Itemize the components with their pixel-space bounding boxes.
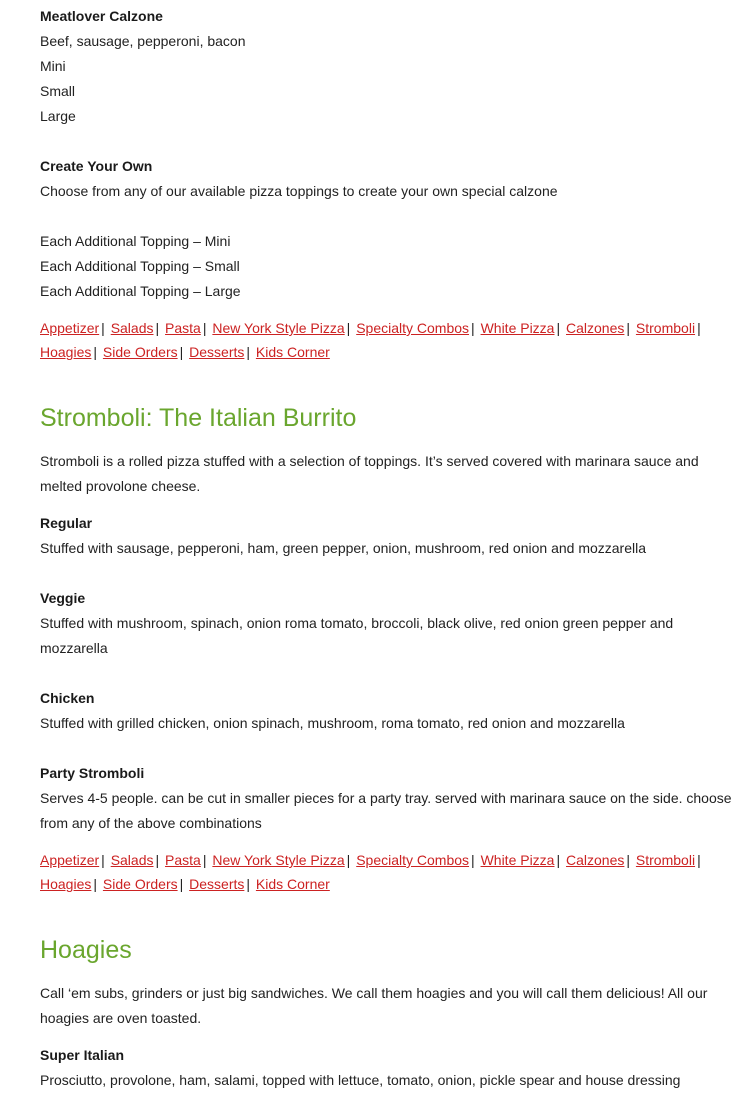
stromboli-veggie-desc-line-1: Stuffed with mushroom, spinach, onion roma tomato, broccoli, black olive, red onion green pepper and [40, 615, 674, 631]
nav-link-salads[interactable]: Salads [110, 320, 154, 336]
nav-link-kids-corner[interactable]: Kids Corner [255, 876, 330, 892]
nav-separator: | [93, 344, 98, 360]
nav-separator: | [346, 320, 351, 336]
nav-link-appetizer[interactable]: Appetizer [40, 320, 100, 336]
stromboli-party-name: Party Stromboli [40, 765, 145, 781]
menu-nav-links [40, 848, 740, 896]
nav-link-new-york-style-pizza[interactable]: New York Style Pizza [212, 852, 345, 868]
stromboli-intro-line-1: Stromboli is a rolled pizza stuffed with a selection of toppings. It’s served covered with marinara sauce and [40, 453, 699, 469]
nav-separator: | [246, 876, 251, 892]
hoagie-super-italian-name: Super Italian [40, 1047, 125, 1063]
stromboli-intro-line-2: melted provolone cheese. [40, 478, 201, 494]
stromboli-regular-name: Regular [40, 515, 93, 531]
meatlover-size-large: Large [40, 108, 76, 124]
nav-link-appetizer[interactable]: Appetizer [40, 852, 100, 868]
hoagies-intro-line-2: hoagies are oven toasted. [40, 1010, 202, 1026]
nav-link-calzones[interactable]: Calzones [566, 320, 625, 336]
nav-separator: | [179, 344, 184, 360]
nav-separator: | [697, 852, 701, 868]
nav-link-new-york-style-pizza[interactable]: New York Style Pizza [212, 320, 345, 336]
stromboli-chicken-desc: Stuffed with grilled chicken, onion spinach, mushroom, roma tomato, red onion and mozzarella [40, 715, 625, 731]
stromboli-party-desc-line-1: Serves 4-5 people. can be cut in smaller pieces for a party tray. served with marinara sauce on the side. choose [40, 790, 732, 806]
stromboli-party-desc-line-2: from any of the above combinations [40, 815, 262, 831]
nav-link-desserts[interactable]: Desserts [189, 344, 245, 360]
nav-separator: | [202, 852, 207, 868]
nav-link-desserts[interactable]: Desserts [189, 876, 245, 892]
nav-separator: | [155, 320, 160, 336]
nav-link-calzones[interactable]: Calzones [566, 852, 625, 868]
meatlover-calzone-name: Meatlover Calzone [40, 8, 163, 24]
nav-link-stromboli[interactable]: Stromboli [635, 320, 696, 336]
nav-separator: | [626, 320, 631, 336]
create-your-own-name: Create Your Own [40, 158, 153, 174]
stromboli-chicken-name: Chicken [40, 690, 95, 706]
nav-separator: | [101, 320, 105, 336]
menu-nav-links [40, 316, 740, 364]
nav-link-hoagies[interactable]: Hoagies [40, 876, 92, 892]
nav-separator: | [626, 852, 631, 868]
hoagie-super-italian-desc: Prosciutto, provolone, ham, salami, topped with lettuce, tomato, onion, pickle spear and house dressing [40, 1072, 681, 1088]
extra-topping-small: Each Additional Topping – Small [40, 258, 240, 274]
nav-link-kids-corner[interactable]: Kids Corner [255, 344, 330, 360]
meatlover-calzone-desc: Beef, sausage, pepperoni, bacon [40, 33, 246, 49]
nav-link-pasta[interactable]: Pasta [165, 852, 201, 868]
stromboli-regular-desc: Stuffed with sausage, pepperoni, ham, green pepper, onion, mushroom, red onion and mozzarella [40, 540, 647, 556]
nav-link-white-pizza[interactable]: White Pizza [480, 852, 555, 868]
nav-separator: | [101, 852, 105, 868]
create-your-own-desc: Choose from any of our available pizza toppings to create your own special calzone [40, 183, 558, 199]
stromboli-section-title: Stromboli: The Italian Burrito [40, 404, 357, 432]
nav-separator: | [471, 320, 475, 336]
stromboli-veggie-desc-line-2: mozzarella [40, 640, 108, 656]
hoagies-intro-line-1: Call ‘em subs, grinders or just big sandwiches. We call them hoagies and you will call them delicious! All our [40, 985, 708, 1001]
nav-separator: | [179, 876, 184, 892]
extra-topping-large: Each Additional Topping – Large [40, 283, 241, 299]
nav-link-specialty-combos[interactable]: Specialty Combos [356, 852, 470, 868]
nav-link-white-pizza[interactable]: White Pizza [480, 320, 555, 336]
nav-separator: | [202, 320, 207, 336]
nav-separator: | [93, 876, 98, 892]
nav-separator: | [155, 852, 160, 868]
nav-link-specialty-combos[interactable]: Specialty Combos [356, 320, 470, 336]
nav-link-side-orders[interactable]: Side Orders [102, 344, 178, 360]
extra-topping-mini: Each Additional Topping – Mini [40, 233, 231, 249]
nav-link-pasta[interactable]: Pasta [165, 320, 201, 336]
nav-separator: | [471, 852, 475, 868]
nav-link-hoagies[interactable]: Hoagies [40, 344, 92, 360]
hoagies-section-title: Hoagies [40, 936, 132, 964]
nav-link-stromboli[interactable]: Stromboli [635, 852, 696, 868]
nav-separator: | [556, 852, 561, 868]
nav-separator: | [346, 852, 351, 868]
nav-separator: | [556, 320, 561, 336]
nav-link-salads[interactable]: Salads [110, 852, 154, 868]
meatlover-size-mini: Mini [40, 58, 66, 74]
nav-link-side-orders[interactable]: Side Orders [102, 876, 178, 892]
nav-separator: | [697, 320, 701, 336]
stromboli-veggie-name: Veggie [40, 590, 86, 606]
nav-separator: | [246, 344, 251, 360]
meatlover-size-small: Small [40, 83, 76, 99]
